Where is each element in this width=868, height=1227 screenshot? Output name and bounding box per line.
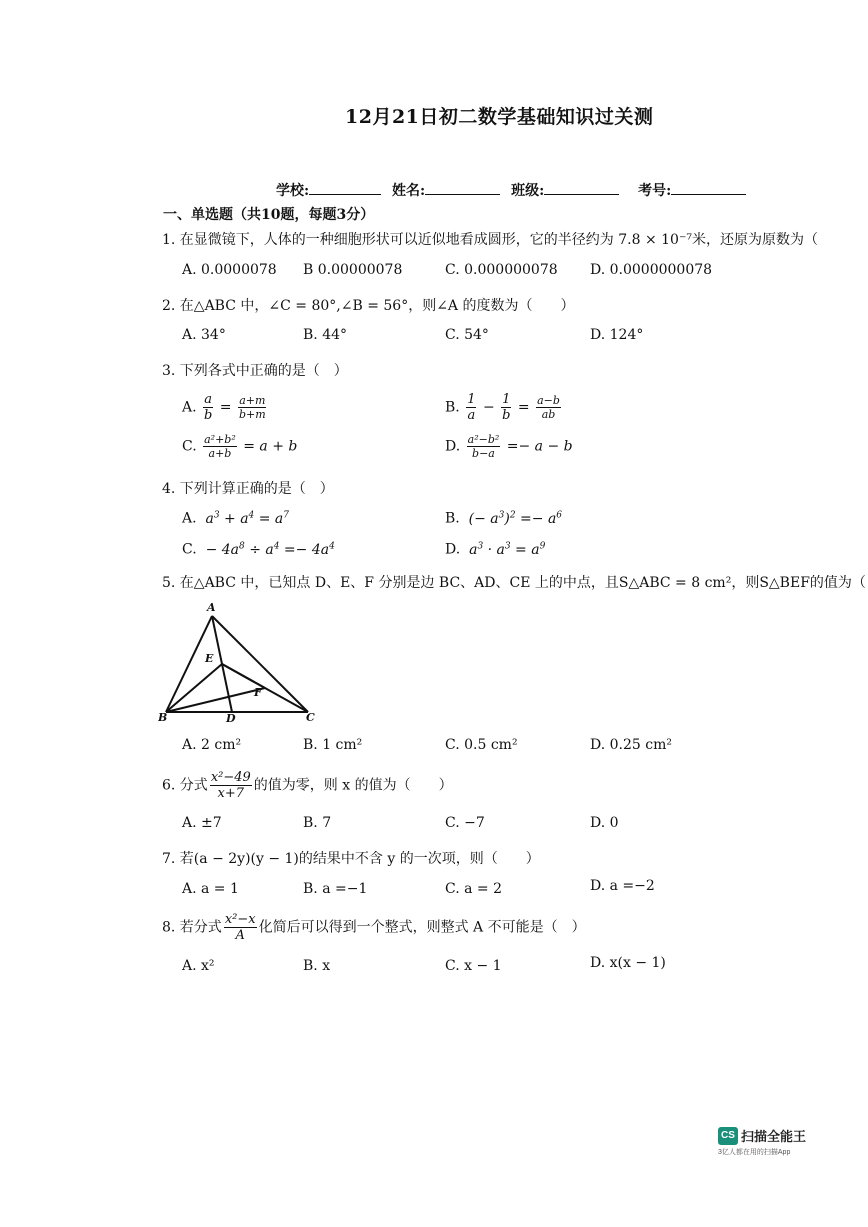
scanner-watermark	[718, 1125, 806, 1157]
q8-option-a[interactable]: A. x²	[182, 958, 215, 974]
q3-option-b[interactable]: B. $\frac{1}{a}$ − $\frac{1}{b}$ = $\frac{a-b}{ab}$	[445, 392, 560, 423]
q7-option-b[interactable]: B. a =−1	[303, 881, 368, 897]
q4-option-c[interactable]: C. − $4a^8 \div a^4 =- 4a^4$	[182, 541, 335, 558]
q7-option-d[interactable]: D. a =−2	[590, 878, 655, 894]
number-label: 考号:	[638, 183, 672, 199]
q2-option-b[interactable]: B. 44°	[303, 327, 348, 343]
q8-option-d[interactable]: D. x(x − 1)	[590, 955, 666, 971]
q3-option-a[interactable]: A. $\frac{a}{b}$ = $\frac{a+m}{b+m}$	[182, 392, 266, 423]
class-label: 班级:	[511, 183, 545, 199]
q8-option-c[interactable]: C. x − 1	[445, 958, 502, 974]
name-blank[interactable]	[425, 180, 500, 195]
label-f: F	[254, 686, 262, 699]
q3-option-c[interactable]: C. $\frac{\text{a²+b²}}{a+b}$ = a + b	[182, 433, 298, 460]
q3-option-d[interactable]: D. $\frac{\text{a²−b²}}{b-a}$ =− a − b	[445, 433, 573, 460]
q8-stem: 8. 若分式 $\frac{\text{x²−x}}{A}$ 化简后可以得到一个整式，则整式 A 不可能是（ ）	[162, 912, 586, 943]
camscanner-logo-icon: CS	[718, 1127, 738, 1145]
q6-option-b[interactable]: B. 7	[303, 815, 332, 831]
school-blank[interactable]	[309, 180, 381, 195]
class-blank[interactable]	[544, 180, 619, 195]
q4-option-b[interactable]: B. (− $a^3)^2 =- a^6$	[445, 510, 563, 527]
triangle-figure	[158, 600, 323, 725]
section-heading: 一、单选题（共10题，每题3分）	[163, 207, 375, 223]
q4-option-d[interactable]: D. $a^3 \cdot a^3 = a^9$	[445, 541, 546, 558]
q4-stem: 4. 下列计算正确的是（ ）	[162, 481, 334, 497]
watermark-subtitle: 3亿人都在用的扫描App	[718, 1149, 791, 1156]
q7-option-c[interactable]: C. a = 2	[445, 881, 502, 897]
q5-option-c[interactable]: C. 0.5 cm²	[445, 737, 518, 753]
q7-stem: 7. 若(a − 2y)(y − 1)的结果中不含 y 的一次项，则（ ）	[162, 851, 540, 867]
q5-option-d[interactable]: D. 0.25 cm²	[590, 737, 672, 753]
q1-option-a[interactable]: A. 0.0000078	[182, 262, 277, 278]
q6-option-d[interactable]: D. 0	[590, 815, 619, 831]
q1-option-d[interactable]: D. 0.0000000078	[590, 262, 713, 278]
label-e: E	[205, 652, 214, 665]
q2-option-c[interactable]: C. 54°	[445, 327, 489, 343]
q6-stem: 6. 分式 $\frac{\text{x²−49}}{x+7}$ 的值为零，则 x 的值为（ ）	[162, 770, 453, 801]
q6-option-c[interactable]: C. −7	[445, 815, 485, 831]
q5-option-a[interactable]: A. 2 cm²	[182, 737, 242, 753]
info-line	[276, 180, 746, 200]
q1-option-c[interactable]: C. 0.000000078	[445, 262, 558, 278]
q2-option-d[interactable]: D. 124°	[590, 327, 644, 343]
q5-stem: 5. 在△ABC 中，已知点 D、E、F 分别是边 BC、AD、CE 上的中点，且S△ABC = 8 cm²，则S△BEF的值为（	[162, 575, 866, 591]
label-a: A	[207, 601, 216, 614]
name-label: 姓名:	[392, 183, 426, 199]
q4-option-a[interactable]: A. $a^3 + a^4 = a^7$	[182, 510, 289, 527]
q8-option-b[interactable]: B. x	[303, 958, 331, 974]
q1-stem: 1. 在显微镜下，人体的一种细胞形状可以近似地看成圆形，它的半径约为 7.8 × 10⁻⁷米，还原为原数为（	[162, 232, 818, 248]
q2-option-a[interactable]: A. 34°	[182, 327, 226, 343]
school-label: 学校:	[276, 183, 310, 199]
q2-stem: 2. 在△ABC 中，∠C = 80°,∠B = 56°，则∠A 的度数为（ ）	[162, 298, 575, 314]
watermark-name: 扫描全能王	[741, 1129, 807, 1144]
q1-option-b[interactable]: B 0.00000078	[303, 262, 403, 278]
q5-option-b[interactable]: B. 1 cm²	[303, 737, 363, 753]
number-blank[interactable]	[671, 180, 746, 195]
q3-stem: 3. 下列各式中正确的是（ ）	[162, 363, 348, 379]
label-d: D	[226, 712, 236, 725]
label-c: C	[306, 711, 315, 724]
label-b: B	[158, 711, 168, 724]
page-title: 12月21日初二数学基础知识过关测	[345, 106, 654, 128]
q7-option-a[interactable]: A. a = 1	[182, 881, 239, 897]
q6-option-a[interactable]: A. ±7	[182, 815, 222, 831]
